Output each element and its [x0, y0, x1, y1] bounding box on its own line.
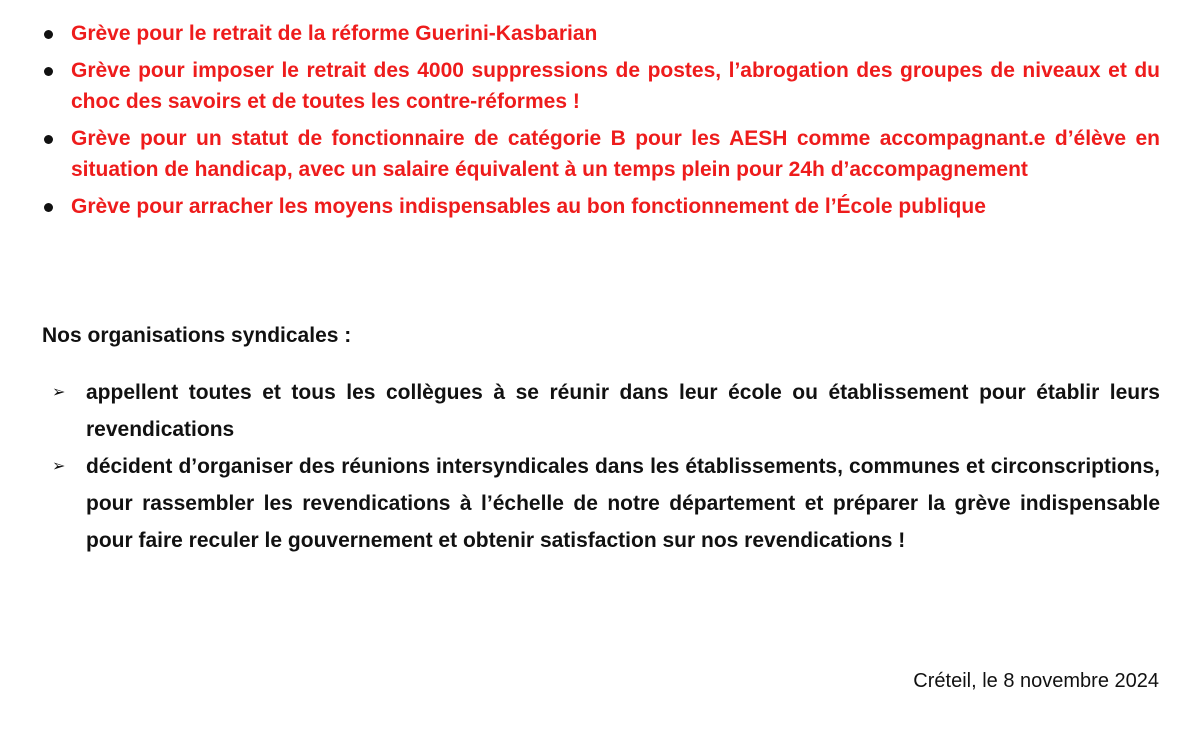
action-text: appellent toutes et tous les collègues à se réunir dans leur école ou établissement pour établir leurs revendications [86, 381, 1160, 441]
section-heading: Nos organisations syndicales : [42, 324, 352, 347]
demand-text: Grève pour arracher les moyens indispensables au bon fonctionnement de l’École publique [71, 195, 986, 218]
demand-text: Grève pour imposer le retrait des 4000 suppressions de postes, l’abrogation des groupes de niveaux et du choc des savoirs et de toutes les contre-réformes ! [71, 59, 1160, 113]
signature-date: Créteil, le 8 novembre 2024 [913, 670, 1159, 692]
demand-item [42, 123, 1160, 185]
bullet-icon [44, 30, 53, 39]
action-item [52, 448, 1160, 559]
actions-list [52, 374, 1160, 559]
demands-list [42, 18, 1160, 228]
bullet-icon [44, 135, 53, 144]
demand-item [42, 55, 1160, 117]
bullet-icon [44, 203, 53, 212]
demand-item [42, 191, 1160, 222]
demand-text: Grève pour un statut de fonctionnaire de catégorie B pour les AESH comme accompagnant.e d’élève en situation de handicap, avec un salaire équivalent à un temps plein pour 24h d’accompagnement [71, 127, 1160, 181]
action-item [52, 374, 1160, 448]
arrow-bullet-icon: ➢ [52, 384, 66, 401]
demand-text: Grève pour le retrait de la réforme Guerini-Kasbarian [71, 22, 598, 45]
arrow-bullet-icon: ➢ [52, 458, 66, 475]
action-text: décident d’organiser des réunions intersyndicales dans les établissements, communes et circonscriptions, pour rassembler les revendications à l’échelle de notre département et préparer la grève indispensable pour faire reculer le gouvernement et obtenir satisfaction sur nos revendications ! [86, 455, 1160, 552]
demand-item [42, 18, 1160, 49]
bullet-icon [44, 67, 53, 76]
